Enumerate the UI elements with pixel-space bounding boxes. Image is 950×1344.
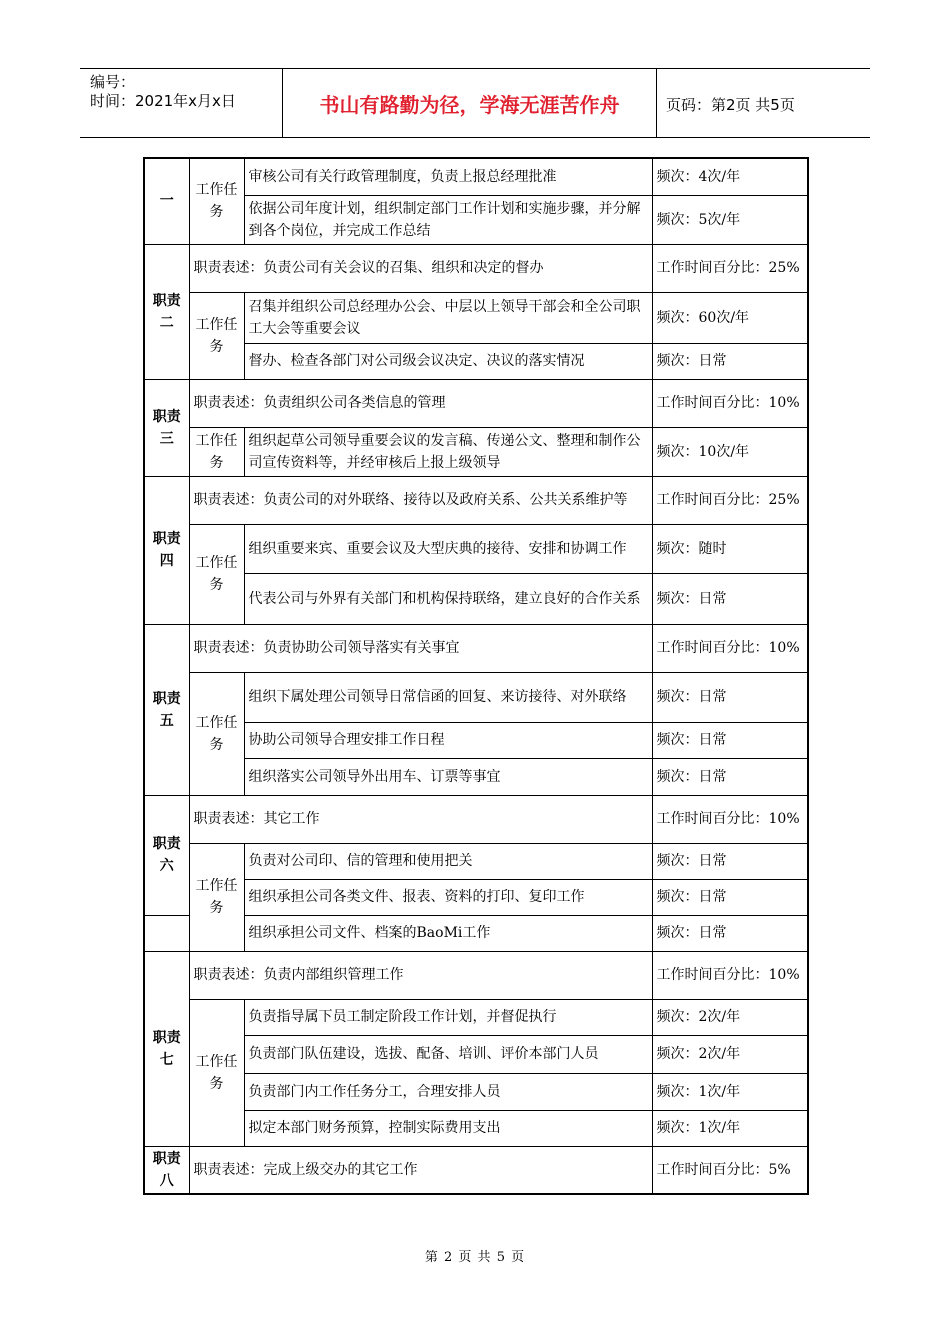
- table-row: [144, 624, 808, 672]
- task-text: 负责部门内工作任务分工，合理安排人员: [244, 1073, 652, 1110]
- task-text: 协助公司领导合理安排工作日程: [244, 722, 652, 758]
- task-frequency: 频次：日常: [652, 672, 808, 722]
- table-row: [144, 672, 808, 722]
- duty-statement: 职责表述：负责内部组织管理工作: [189, 951, 652, 999]
- duty-statement: 职责表述：负责协助公司领导落实有关事宜: [189, 624, 652, 672]
- task-text: 组织承担公司各类文件、报表、资料的打印、复印工作: [244, 879, 652, 915]
- time-percent: 工作时间百分比：25%: [652, 244, 808, 292]
- task-frequency: 频次：5次/年: [652, 195, 808, 244]
- section-label: 职责二: [144, 244, 189, 379]
- task-text: 召集并组织公司总经理办公会、中层以上领导干部会和全公司职工大会等重要会议: [244, 292, 652, 343]
- table-row: [144, 915, 808, 951]
- table-row: [144, 343, 808, 379]
- table-row: [144, 1035, 808, 1073]
- task-text: 组织重要来宾、重要会议及大型庆典的接待、安排和协调工作: [244, 524, 652, 573]
- table-row: [144, 573, 808, 624]
- task-text: 代表公司与外界有关部门和机构保持联络，建立良好的合作关系: [244, 573, 652, 624]
- time-percent: 工作时间百分比：10%: [652, 624, 808, 672]
- page-header: [80, 68, 870, 138]
- table-row: [144, 1110, 808, 1146]
- time-percent: 工作时间百分比：10%: [652, 951, 808, 999]
- task-frequency: 频次：1次/年: [652, 1110, 808, 1146]
- table-row: [144, 158, 808, 195]
- task-text: 负责部门队伍建设，选拔、配备、培训、评价本部门人员: [244, 1035, 652, 1073]
- task-frequency: 频次：日常: [652, 722, 808, 758]
- header-motto: 书山有路勤为径，学海无涯苦作舟: [319, 93, 620, 117]
- task-label: 工作任务: [189, 524, 244, 624]
- task-frequency: 频次：1次/年: [652, 1073, 808, 1110]
- task-frequency: 频次：4次/年: [652, 158, 808, 195]
- section-label: 职责三: [144, 379, 189, 476]
- task-frequency: 频次：10次/年: [652, 427, 808, 476]
- task-label: 工作任务: [189, 999, 244, 1146]
- table-row: [144, 722, 808, 758]
- task-frequency: 频次：随时: [652, 524, 808, 573]
- section-label: 职责五: [144, 624, 189, 795]
- table-row: [144, 292, 808, 343]
- task-text: 组织起草公司领导重要会议的发言稿、传递公文、整理和制作公司宣传资料等，并经审核后上报上级领导: [244, 427, 652, 476]
- table-row: [144, 951, 808, 999]
- table-row: [144, 524, 808, 573]
- page-footer: 第 2 页 共 5 页: [424, 1250, 526, 1265]
- task-text: 组织落实公司领导外出用车、订票等事宜: [244, 758, 652, 795]
- table-row: [144, 244, 808, 292]
- task-frequency: 频次：日常: [652, 573, 808, 624]
- task-frequency: 频次：2次/年: [652, 999, 808, 1035]
- header-meta: [80, 69, 280, 137]
- section-label: 一: [144, 158, 189, 244]
- duty-statement: 职责表述：其它工作: [189, 795, 652, 843]
- empty-cell: [144, 915, 189, 951]
- table-row: [144, 843, 808, 879]
- task-label: 工作任务: [189, 158, 244, 244]
- task-text: 督办、检查各部门对公司级会议决定、决议的落实情况: [244, 343, 652, 379]
- duty-table: [143, 157, 809, 1195]
- doc-date-label: 时间：2021年x月x日: [90, 92, 236, 110]
- table-row: [144, 999, 808, 1035]
- task-text: 依据公司年度计划，组织制定部门工作计划和实施步骤，并分解到各个岗位，并完成工作总结: [244, 195, 652, 244]
- task-text: 组织承担公司文件、档案的BaoMi工作: [244, 915, 652, 951]
- table-row: [144, 795, 808, 843]
- task-frequency: 频次：日常: [652, 915, 808, 951]
- time-percent: 工作时间百分比：25%: [652, 476, 808, 524]
- section-label: 职责六: [144, 795, 189, 915]
- task-text: 审核公司有关行政管理制度，负责上报总经理批准: [244, 158, 652, 195]
- task-text: 负责指导属下员工制定阶段工作计划，并督促执行: [244, 999, 652, 1035]
- duty-statement: 职责表述：负责公司有关会议的召集、组织和决定的督办: [189, 244, 652, 292]
- table-row: [144, 758, 808, 795]
- duty-statement: 职责表述：负责公司的对外联络、接待以及政府关系、公共关系维护等: [189, 476, 652, 524]
- task-text: 组织下属处理公司领导日常信函的回复、来访接待、对外联络: [244, 672, 652, 722]
- table-row: [144, 379, 808, 427]
- time-percent: 工作时间百分比：10%: [652, 795, 808, 843]
- duty-statement: 职责表述：负责组织公司各类信息的管理: [189, 379, 652, 427]
- task-text: 拟定本部门财务预算，控制实际费用支出: [244, 1110, 652, 1146]
- section-label: 职责四: [144, 476, 189, 624]
- task-label: 工作任务: [189, 292, 244, 379]
- table-row: [144, 427, 808, 476]
- header-divider: [656, 69, 657, 137]
- task-frequency: 频次：2次/年: [652, 1035, 808, 1073]
- table-row: [144, 879, 808, 915]
- task-frequency: 频次：60次/年: [652, 292, 808, 343]
- section-label: 职责七: [144, 951, 189, 1146]
- table-row: [144, 1073, 808, 1110]
- task-frequency: 频次：日常: [652, 879, 808, 915]
- table-row: [144, 195, 808, 244]
- time-percent: 工作时间百分比：5%: [652, 1146, 808, 1194]
- doc-number-label: 编号：: [90, 73, 136, 91]
- time-percent: 工作时间百分比：10%: [652, 379, 808, 427]
- section-label: 职责八: [144, 1146, 189, 1194]
- task-label: 工作任务: [189, 427, 244, 476]
- table-row: [144, 476, 808, 524]
- task-frequency: 频次：日常: [652, 343, 808, 379]
- task-frequency: 频次：日常: [652, 843, 808, 879]
- header-page-info: 页码：第2页 共5页: [666, 96, 795, 114]
- task-label: 工作任务: [189, 843, 244, 951]
- task-frequency: 频次：日常: [652, 758, 808, 795]
- task-label: 工作任务: [189, 672, 244, 795]
- duty-statement: 职责表述：完成上级交办的其它工作: [189, 1146, 652, 1194]
- table-row: [144, 1146, 808, 1194]
- task-text: 负责对公司印、信的管理和使用把关: [244, 843, 652, 879]
